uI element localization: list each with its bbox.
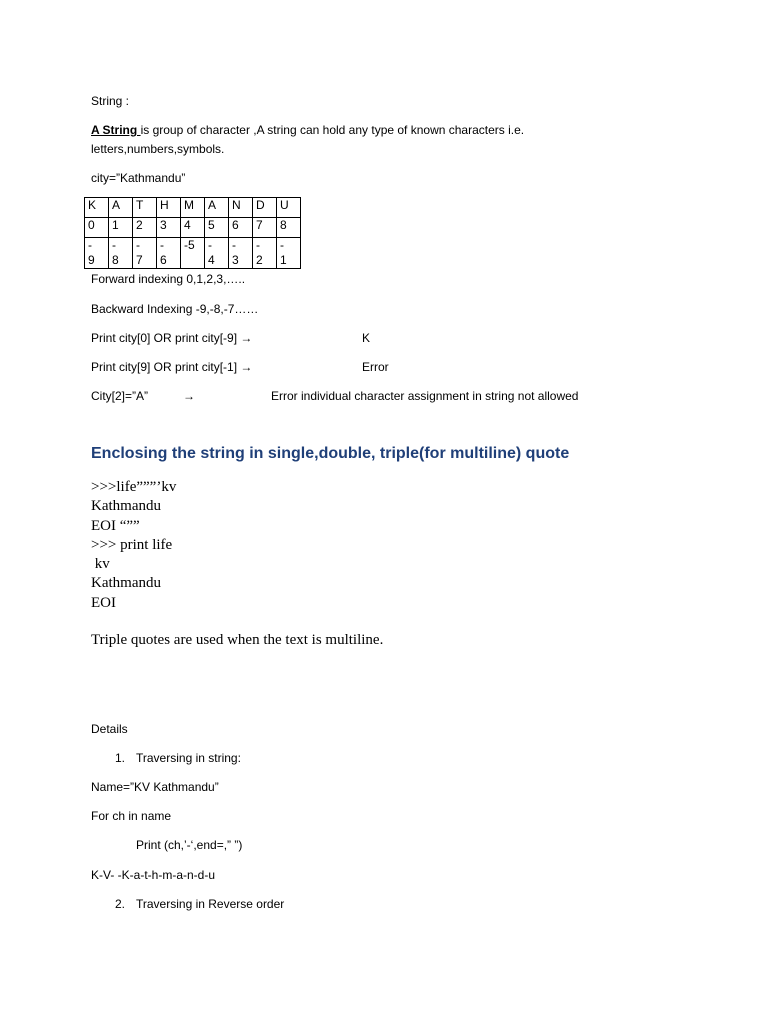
table-cell	[181, 238, 205, 269]
backward-indexing-line: Backward Indexing -9,-8,-7……	[91, 302, 259, 316]
table-cell: N	[229, 198, 253, 218]
index-row-chars	[85, 198, 301, 218]
cell-top: -	[112, 238, 116, 252]
table-cell	[109, 238, 133, 269]
table-cell: H	[157, 198, 181, 218]
table-cell: 1	[109, 218, 133, 238]
table-cell	[133, 238, 157, 269]
for-loop-line: For ch in name	[91, 809, 172, 823]
index-table	[84, 197, 301, 269]
example-result: Error	[362, 360, 389, 374]
table-cell: 3	[157, 218, 181, 238]
table-cell	[253, 238, 277, 269]
list-item: Traversing in Reverse order	[136, 897, 285, 911]
code-line: kv	[91, 556, 110, 573]
cell-top: -	[280, 238, 284, 252]
table-cell: U	[277, 198, 301, 218]
code-line: >>> print life	[91, 536, 173, 553]
example-expr: Print city[9] OR print city[-1] →	[91, 360, 253, 374]
cell-top: -	[256, 238, 260, 252]
code-block	[91, 478, 176, 613]
table-cell: 6	[229, 218, 253, 238]
output-line: K-V- -K-a-t-h-m-a-n-d-u	[91, 868, 216, 882]
table-cell: T	[133, 198, 157, 218]
table-cell: D	[253, 198, 277, 218]
cell-bottom: 8	[112, 253, 119, 267]
example-result: Error individual character assignment in string not allowed	[271, 389, 579, 403]
table-cell: 0	[85, 218, 109, 238]
cell-bottom: 6	[160, 253, 167, 267]
details-title: Details	[91, 722, 128, 736]
cell-top: -	[136, 238, 140, 252]
table-cell	[157, 238, 181, 269]
table-cell	[229, 238, 253, 269]
table-cell: K	[85, 198, 109, 218]
cell-bottom: 1	[280, 253, 287, 267]
cell-top: -	[88, 238, 92, 252]
index-row-forward	[85, 218, 301, 238]
example-result: K	[362, 331, 371, 345]
list-item: Traversing in string:	[136, 751, 241, 765]
definition-line1	[91, 123, 524, 137]
code-line: Kathmandu	[91, 575, 161, 592]
table-cell	[277, 238, 301, 269]
cell-top: -	[232, 238, 236, 252]
code-line: >>>life”””’kv	[91, 479, 177, 495]
definition-line2: letters,numbers,symbols.	[91, 142, 225, 156]
cell-bottom: 4	[208, 253, 215, 267]
list-number: 2.	[115, 897, 126, 911]
example-expr: City[2]=”A”	[91, 389, 149, 403]
assignment-line: city=”Kathmandu”	[91, 171, 186, 185]
cell-top: -	[160, 238, 164, 252]
section-title: String :	[91, 94, 130, 108]
definition-term: A String	[91, 123, 141, 137]
arrow-icon: →	[183, 389, 195, 403]
list-number: 1.	[115, 751, 126, 765]
cell-top: -5	[184, 238, 195, 252]
table-cell	[205, 238, 229, 269]
forward-indexing-line: Forward indexing 0,1,2,3,…..	[91, 272, 246, 286]
code-line: Kathmandu	[91, 498, 161, 515]
table-cell: A	[205, 198, 229, 218]
triple-quotes-note: Triple quotes are used when the text is multiline.	[91, 632, 384, 648]
table-cell: 5	[205, 218, 229, 238]
code-line: EOI	[91, 594, 116, 611]
definition-text1: is group of character ,A string can hold any type of known characters i.e.	[140, 123, 525, 137]
name-assignment: Name=”KV Kathmandu”	[91, 780, 219, 794]
code-line: EOI “””	[91, 517, 140, 534]
print-statement: Print (ch,’-‘,end=,” ”)	[136, 838, 243, 852]
cell-bottom: 7	[136, 253, 143, 267]
section-heading: Enclosing the string in single,double, triple(for multiline) quote	[91, 445, 570, 462]
table-cell: 7	[253, 218, 277, 238]
cell-top: -	[208, 238, 212, 252]
index-row-backward	[85, 238, 301, 269]
table-cell	[85, 238, 109, 269]
table-cell: M	[181, 198, 205, 218]
cell-bottom: 2	[256, 253, 263, 267]
table-cell: 2	[133, 218, 157, 238]
cell-bottom: 3	[232, 253, 239, 267]
example-expr: Print city[0] OR print city[-9] →	[91, 331, 253, 345]
table-cell: A	[109, 198, 133, 218]
table-cell: 8	[277, 218, 301, 238]
table-cell: 4	[181, 218, 205, 238]
cell-bottom: 9	[88, 253, 95, 267]
